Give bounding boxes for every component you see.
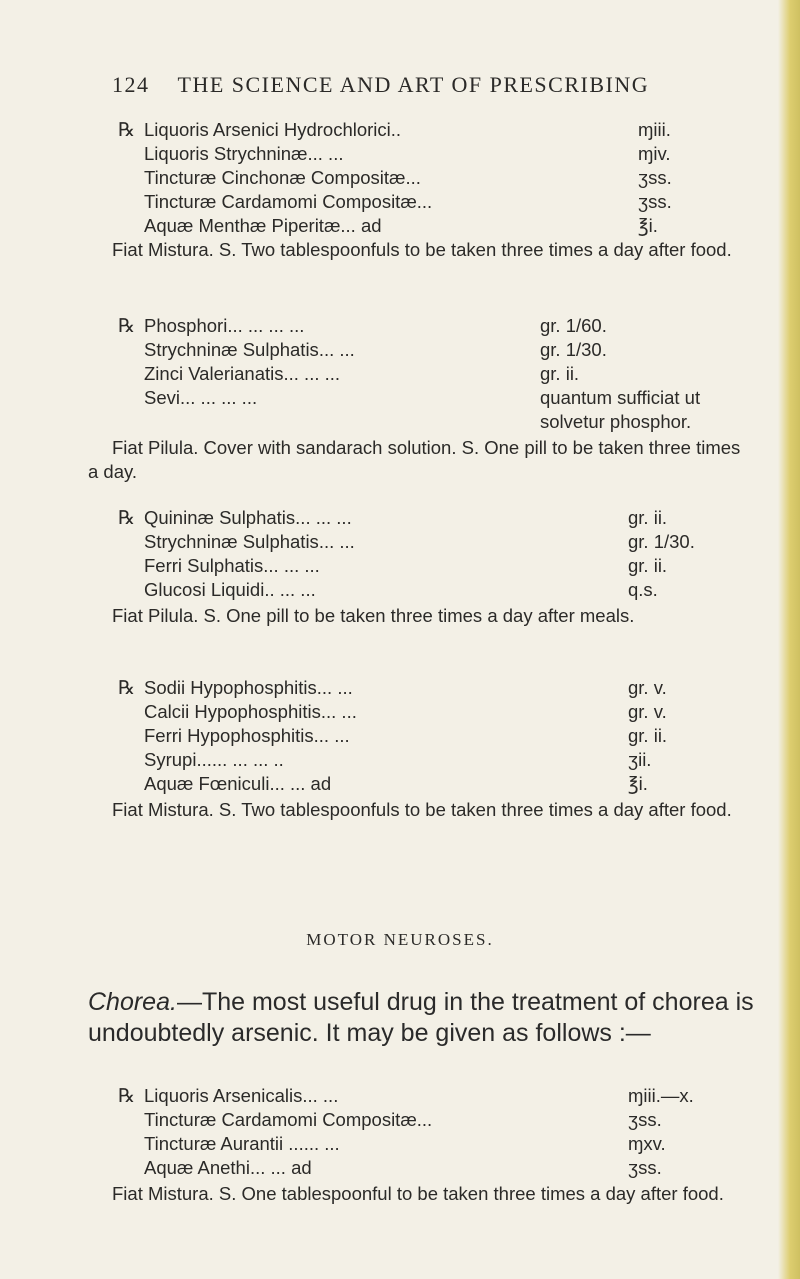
ingredient-name: Tincturæ Cardamomi Compositæ <box>144 191 417 212</box>
page-number: 124 <box>112 72 150 97</box>
directions-text: Fiat Mistura. S. One tablespoonful to be taken three times a day after food. <box>112 1183 724 1204</box>
ingredient-quantity: gr. v. <box>628 677 667 698</box>
ingredient-leader: ... ... <box>320 701 357 722</box>
ingredient-line <box>118 700 768 724</box>
ingredient-name: Aquæ Fœniculi <box>144 773 270 794</box>
ingredient-leader: ... ... <box>318 531 355 552</box>
ingredient-name: Sevi <box>144 387 180 408</box>
body-paragraph <box>88 987 758 1049</box>
prescription-directions <box>88 604 748 628</box>
ingredient-quantity: ʒss. <box>628 1109 662 1130</box>
ingredient-line <box>118 142 768 166</box>
ingredient-name: Strychninæ Sulphatis <box>144 339 319 360</box>
ingredient-line <box>118 118 768 142</box>
ingredient-quantity: ℥i. <box>628 773 648 794</box>
ingredient-line <box>118 554 768 578</box>
ingredient-leader: ... ... <box>303 1133 340 1154</box>
ingredient-leader: ... ad <box>340 215 382 236</box>
ingredient-name: Liquoris Strychninæ <box>144 143 308 164</box>
ingredient-line <box>118 1108 768 1132</box>
ingredient-quantity: ɱiii.—x. <box>628 1085 694 1106</box>
directions-text: Fiat Mistura. S. Two tablespoonfuls to be taken three times a day after food. <box>112 799 732 820</box>
ingredient-name: Tincturæ Aurantii ... <box>144 1133 304 1154</box>
paragraph-text: —The most useful drug in the treatment of chorea is undoubtedly arsenic. It may be given as follows :— <box>88 988 754 1047</box>
ingredient-line <box>118 578 768 602</box>
ingredient-line <box>118 506 768 530</box>
ingredient-leader: .. ... ... <box>264 579 316 600</box>
prescription-directions <box>88 1182 748 1206</box>
ingredient-name: Glucosi Liquidi <box>144 579 265 600</box>
ingredient-leader: ... ... ... <box>295 507 352 528</box>
recipe-symbol: ℞ <box>118 119 136 141</box>
ingredient-quantity: gr. ii. <box>540 363 580 384</box>
ingredient-leader: ... ... ... ... <box>227 315 305 336</box>
ingredient-leader: ... ... <box>302 1085 339 1106</box>
ingredient-line <box>118 362 768 386</box>
directions-text: Fiat Mistura. S. Two tablespoonfuls to be taken three times a day after food. <box>112 239 732 260</box>
ingredient-line <box>118 724 768 748</box>
ingredient-line <box>118 410 768 434</box>
ingredient-leader: ... <box>405 167 421 188</box>
recipe-symbol: ℞ <box>118 1085 136 1107</box>
ingredient-name: Liquoris Arsenicalis <box>144 1085 303 1106</box>
section-heading: MOTOR NEUROSES. <box>306 930 494 949</box>
ingredient-leader: ... ... ... <box>263 555 320 576</box>
ingredient-quantity: ɱiv. <box>638 143 671 164</box>
ingredient-quantity: gr. ii. <box>628 507 668 528</box>
ingredient-name: Ferri Hypophosphitis <box>144 725 314 746</box>
ingredient-quantity: quantum sufficiat ut <box>540 387 701 408</box>
ingredient-quantity: solvetur phosphor. <box>540 411 692 432</box>
ingredient-name: Zinci Valerianatis <box>144 363 284 384</box>
ingredient-leader: ... ... ... .. <box>211 749 284 770</box>
recipe-symbol: ℞ <box>118 677 136 699</box>
ingredient-name: Calcii Hypophosphitis <box>144 701 321 722</box>
recipe-symbol: ℞ <box>118 315 136 337</box>
ingredient-line <box>118 314 768 338</box>
page-edge <box>778 0 800 1279</box>
ingredient-line <box>118 338 768 362</box>
ingredient-quantity: q.s. <box>628 579 658 600</box>
ingredient-name: Liquoris Arsenici Hydrochlorici <box>144 119 391 140</box>
ingredient-leader: .. <box>390 119 402 140</box>
prescription-4 <box>118 676 768 796</box>
ingredient-leader: ... ... <box>313 725 350 746</box>
ingredient-line <box>118 530 768 554</box>
ingredient-name: Aquæ Anethi <box>144 1157 250 1178</box>
prescription-5 <box>118 1084 768 1180</box>
ingredient-line <box>118 748 768 772</box>
ingredient-leader: ... ... ... <box>283 363 341 384</box>
ingredient-line <box>118 190 768 214</box>
ingredient-line <box>118 214 768 238</box>
ingredient-name: Syrupi... <box>144 749 212 770</box>
ingredient-name: Tincturæ Cinchonæ Compositæ <box>144 167 406 188</box>
ingredient-name: Sodii Hypophosphitis <box>144 677 317 698</box>
running-head <box>112 72 772 98</box>
ingredient-leader: ... ... ... ... <box>180 387 258 408</box>
ingredient-leader: ... ... <box>316 677 353 698</box>
ingredient-name: Aquæ Menthæ Piperitæ <box>144 215 341 236</box>
ingredient-quantity: ʒss. <box>638 167 672 188</box>
ingredient-leader: ... <box>416 191 433 212</box>
ingredient-quantity: gr. 1/60. <box>540 315 607 336</box>
ingredient-quantity: gr. v. <box>628 701 667 722</box>
ingredient-name: Phosphori <box>144 315 228 336</box>
ingredient-quantity: ʒii. <box>628 749 652 770</box>
prescription-1 <box>118 118 768 238</box>
ingredient-quantity: ɱiii. <box>638 119 671 140</box>
ingredient-line <box>118 1156 768 1180</box>
ingredient-line <box>118 386 768 410</box>
prescription-directions <box>88 798 748 822</box>
ingredient-quantity: ɱxv. <box>628 1133 666 1154</box>
ingredient-line <box>118 676 768 700</box>
prescription-directions <box>88 436 748 484</box>
ingredient-line <box>118 772 768 796</box>
prescription-3 <box>118 506 768 602</box>
ingredient-name: Strychninæ Sulphatis <box>144 531 319 552</box>
ingredient-quantity: ʒss. <box>628 1157 662 1178</box>
directions-text: Fiat Pilula. S. One pill to be taken three times a day after meals. <box>112 605 635 626</box>
ingredient-quantity: ʒss. <box>638 191 672 212</box>
ingredient-name: Quininæ Sulphatis <box>144 507 296 528</box>
prescription-2 <box>118 314 768 434</box>
ingredient-leader: ... ... ad <box>269 773 332 794</box>
running-title: THE SCIENCE AND ART OF PRESCRIBING <box>177 72 650 97</box>
ingredient-quantity: gr. ii. <box>628 725 668 746</box>
ingredient-quantity: ℥i. <box>638 215 658 236</box>
ingredient-leader: ... ... <box>318 339 355 360</box>
paragraph-lead: Chorea. <box>88 988 177 1016</box>
ingredient-quantity: gr. 1/30. <box>628 531 695 552</box>
ingredient-quantity: gr. 1/30. <box>540 339 607 360</box>
ingredient-name: Tincturæ Cardamomi Compositæ... <box>144 1109 433 1130</box>
prescription-directions <box>88 238 748 262</box>
ingredient-leader: ... ... <box>307 143 344 164</box>
directions-text: Fiat Pilula. Cover with sandarach solution. S. One pill to be taken three times a day. <box>88 437 741 482</box>
ingredient-leader: ... ... ad <box>249 1157 312 1178</box>
ingredient-name: Ferri Sulphatis <box>144 555 264 576</box>
ingredient-line <box>118 1084 768 1108</box>
ingredient-quantity: gr. ii. <box>628 555 668 576</box>
recipe-symbol: ℞ <box>118 507 136 529</box>
ingredient-line <box>118 1132 768 1156</box>
ingredient-line <box>118 166 768 190</box>
